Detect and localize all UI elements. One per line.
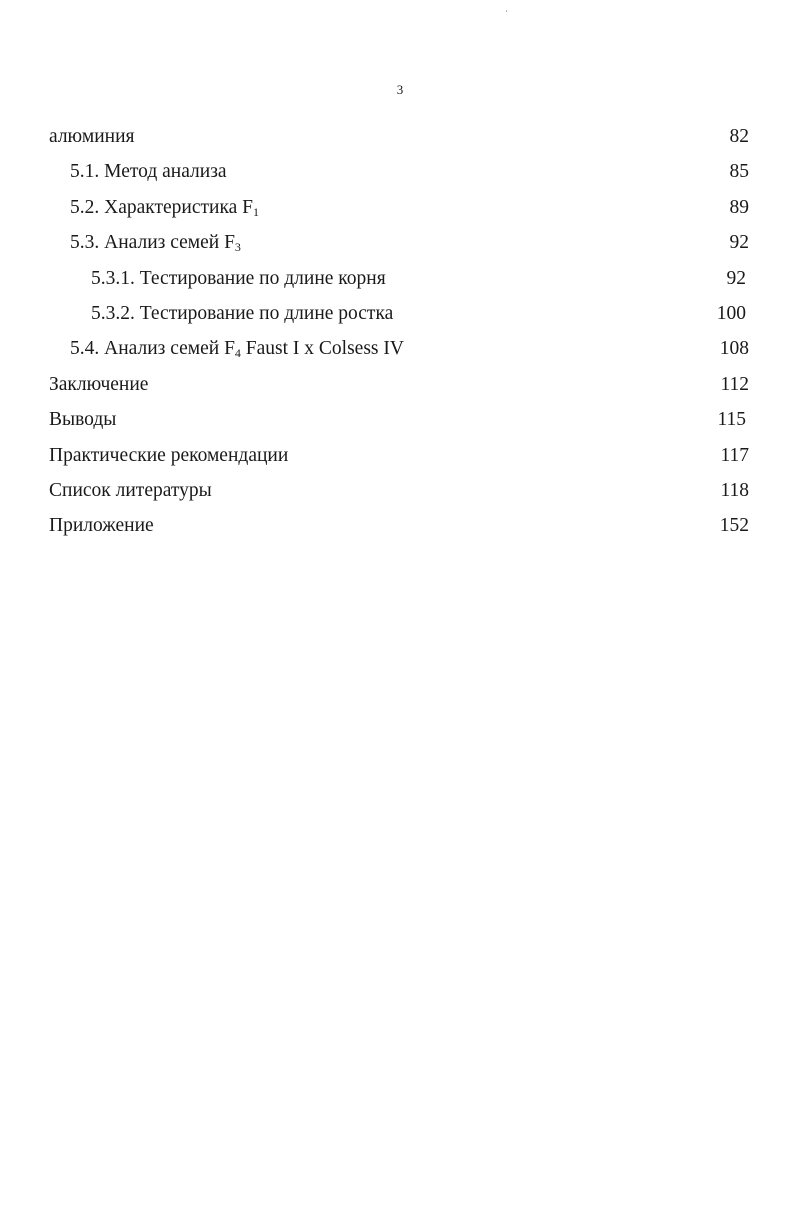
toc-entry-title: 5.3.2. Тестирование по длине ростка [91, 302, 394, 324]
toc-entry-page: 89 [729, 196, 749, 218]
toc-entry-page: 100 [716, 302, 746, 324]
scan-speck [506, 10, 507, 12]
toc-entry-page: 112 [720, 373, 749, 395]
toc-entry-page: 92 [729, 232, 749, 254]
toc-entry-5-3-1 [0, 265, 793, 300]
toc-entry-page: 82 [729, 126, 749, 147]
toc-entry-title: 5.1. Метод анализа [70, 161, 227, 183]
toc-entry-page: 117 [720, 444, 749, 466]
toc-entry-title: Список литературы [49, 479, 212, 501]
table-of-contents [0, 123, 793, 548]
toc-entry-title [70, 229, 241, 257]
toc-entry-page: 152 [719, 515, 749, 537]
toc-entry-title: 5.3.1. Тестирование по длине корня [91, 267, 386, 289]
toc-entry-title-subscript: 4 [234, 346, 241, 361]
toc-entry-page: 108 [719, 338, 749, 360]
toc-entry-aluminum [0, 123, 793, 158]
toc-entry-title-text: 5.4. Анализ семей F [70, 338, 235, 360]
toc-entry-5-3 [0, 229, 793, 264]
toc-entry-title-text: 5.2. Характеристика F [70, 196, 254, 218]
toc-entry-conclusion [0, 371, 793, 406]
toc-entry-page: 85 [729, 161, 749, 183]
toc-entry-5-3-2 [0, 300, 793, 335]
toc-entry-findings [0, 406, 793, 441]
toc-entry-title [70, 335, 404, 363]
toc-entry-5-2 [0, 194, 793, 229]
toc-entry-appendix [0, 512, 793, 547]
toc-entry-5-4 [0, 335, 793, 370]
toc-entry-page: 118 [720, 479, 749, 501]
toc-entry-page: 92 [726, 267, 746, 289]
toc-entry-recommendations [0, 442, 793, 477]
toc-entry-title [70, 194, 259, 222]
toc-entry-title: алюминия [49, 126, 135, 147]
toc-entry-title-text: 5.3. Анализ семей F [70, 232, 235, 254]
toc-entry-page: 115 [717, 409, 746, 431]
page-number: 3 [396, 82, 404, 97]
toc-entry-title: Выводы [49, 409, 117, 431]
toc-entry-references [0, 477, 793, 512]
toc-entry-5-1 [0, 158, 793, 193]
toc-entry-title: Заключение [49, 373, 149, 395]
toc-entry-title: Приложение [49, 515, 154, 537]
toc-entry-title-subscript: 3 [234, 240, 241, 255]
toc-entry-title-subscript: 1 [253, 204, 260, 219]
toc-entry-title-suffix: Faust I x Colsess IV [240, 338, 404, 360]
toc-entry-title: Практические рекомендации [49, 444, 289, 466]
